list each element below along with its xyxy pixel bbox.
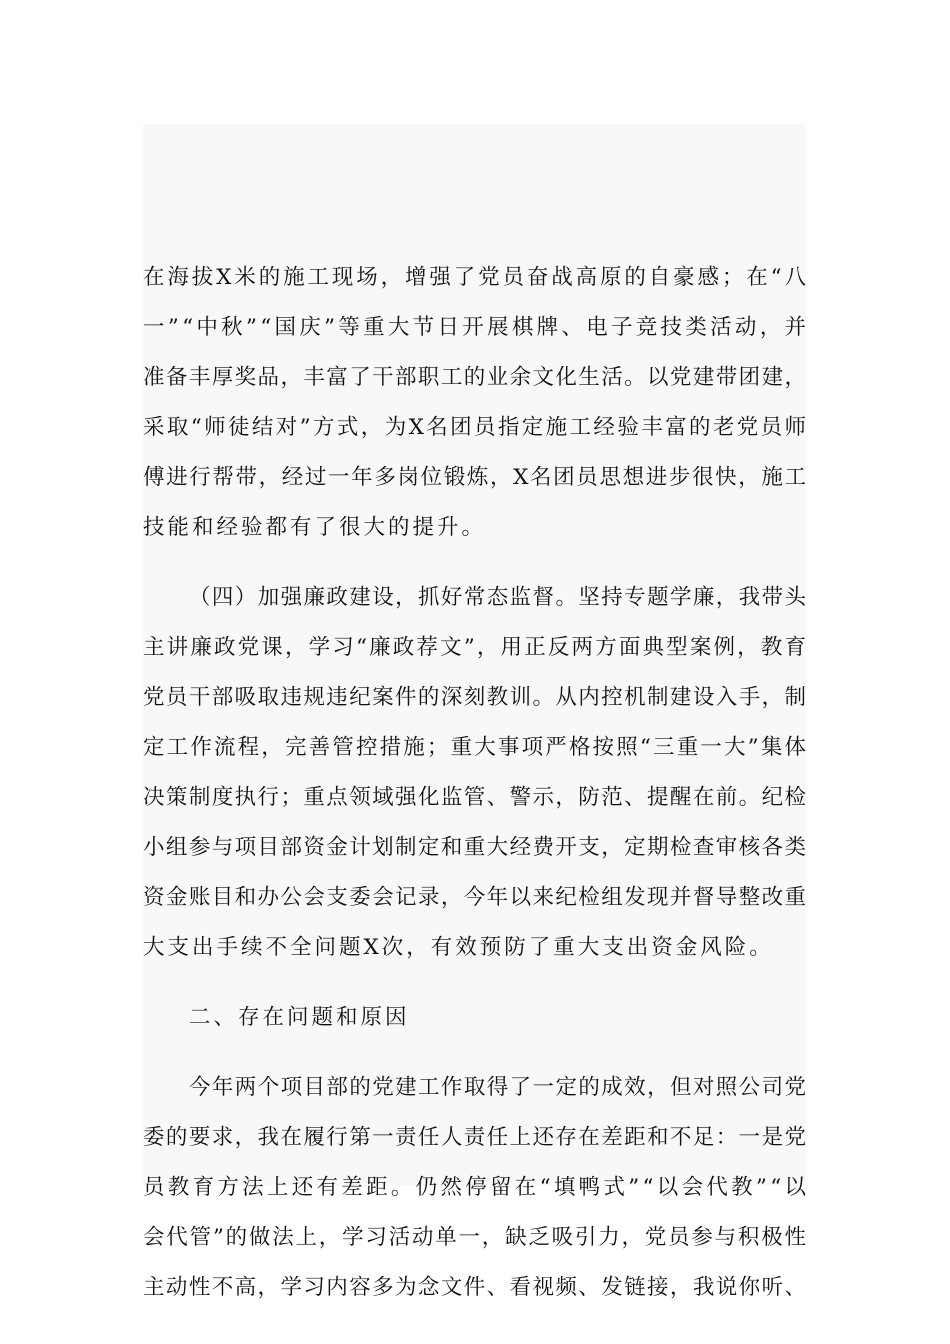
section-heading-text: 二、存在问题和原因 — [189, 1005, 410, 1030]
text-line — [143, 463, 806, 493]
paragraph-1-line-3: 准备丰厚奖品，丰富了干部职工的业余文化生活。以党建带团建， — [143, 365, 808, 390]
paragraph-1-line-4: 采取“师徒结对”方式，为X名团员指定施工经验丰富的老党员师 — [143, 415, 809, 440]
paragraph-3-line-5: 主动性不高，学习内容多为念文件、看视频、发链接，我说你听、 — [143, 1275, 808, 1300]
text-line — [143, 1073, 852, 1103]
text-line — [143, 313, 810, 343]
text-line — [143, 1173, 810, 1203]
paragraph-3-line-4: 会代管”的做法上，学习活动单一，缺乏吸引力，党员参与积极性 — [143, 1225, 808, 1250]
text-line — [143, 583, 852, 613]
paragraph-1-line-1: 在海拔X米的施工现场，增强了党员奋战高原的自豪感；在“八 — [143, 265, 809, 290]
paragraph-2-line-6: 小组参与项目部资金计划制定和重大经费开支，定期检查审核各类 — [143, 835, 808, 860]
text-line — [143, 783, 806, 813]
text-line — [143, 633, 809, 663]
text-line — [143, 1223, 806, 1253]
paragraph-2-line-8: 大支出手续不全问题X次，有效预防了重大支出资金风险。 — [143, 935, 774, 960]
paragraph-1-line-6: 技能和经验都有了很大的提升。 — [143, 515, 487, 540]
paragraph-2-line-5: 决策制度执行；重点领域强化监管、警示，防范、提醒在前。纪检 — [143, 785, 808, 810]
paragraph-3-line-3: 员教育方法上还有差距。仍然停留在“填鸭式”“以会代教”“以 — [143, 1175, 810, 1200]
paragraph-1-line-2: 一”“中秋”“国庆”等重大节日开展棋牌、电子竞技类活动，并 — [143, 315, 810, 340]
paragraph-2-line-2: 主讲廉政党课，学习“廉政荐文”，用正反两方面典型案例，教育 — [143, 635, 809, 660]
text-line — [143, 513, 806, 543]
section-heading — [143, 1003, 852, 1033]
paragraph-2-line-1: （四）加强廉政建设，抓好常态监督。坚持专题学廉，我带头 — [189, 585, 808, 610]
paragraph-3-line-2: 委的要求，我在履行第一责任人责任上还存在差距和不足：一是党 — [143, 1125, 808, 1150]
text-line — [143, 1273, 806, 1303]
text-line — [143, 933, 806, 963]
paragraph-2-line-7: 资金账目和办公会支委会记录，今年以来纪检组发现并督导整改重 — [143, 885, 808, 910]
paragraph-2-line-4: 定工作流程，完善管控措施；重大事项严格按照“三重一大”集体 — [143, 735, 809, 760]
text-line — [143, 833, 806, 863]
paragraph-3-line-1: 今年两个项目部的党建工作取得了一定的成效，但对照公司党 — [189, 1075, 808, 1100]
text-line — [143, 733, 809, 763]
text-line — [143, 413, 809, 443]
text-line — [143, 883, 806, 913]
document-page — [143, 124, 810, 1300]
text-line — [143, 683, 806, 713]
paragraph-2-line-3: 党员干部吸取违规违纪案件的深刻教训。从内控机制建设入手，制 — [143, 685, 808, 710]
text-line — [143, 1123, 806, 1153]
text-line — [143, 363, 806, 393]
document-body — [143, 124, 810, 1300]
text-line — [143, 263, 809, 293]
paragraph-1-line-5: 傅进行帮带，经过一年多岗位锻炼，X名团员思想进步很快，施工 — [143, 465, 808, 490]
